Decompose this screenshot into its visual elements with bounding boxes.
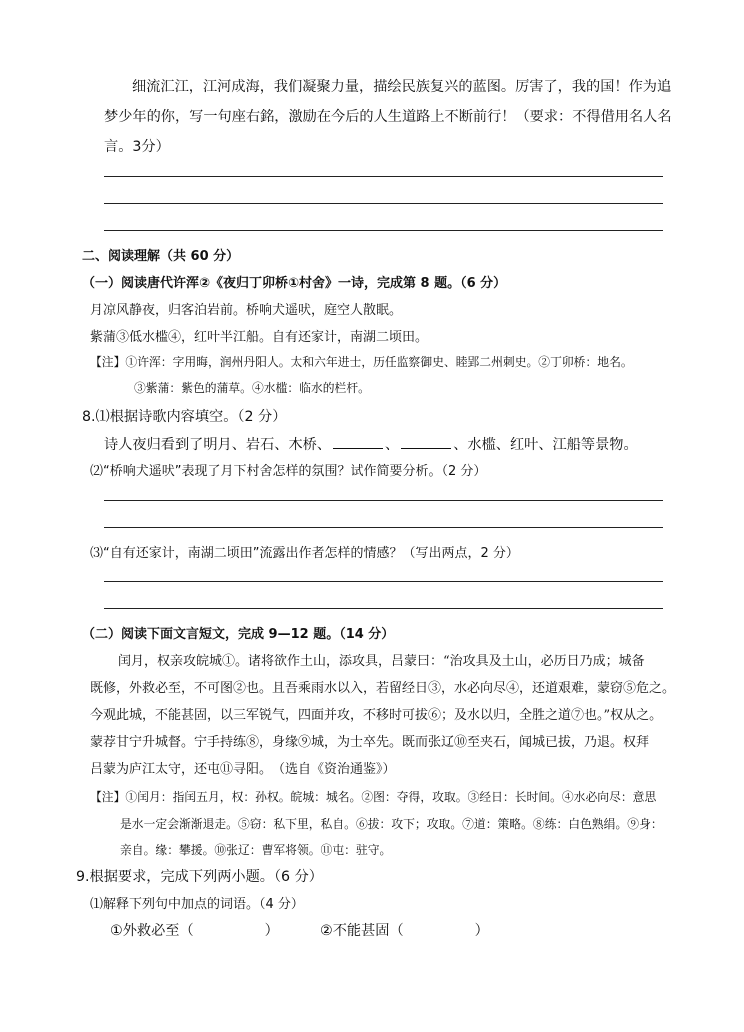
part1-heading: （一）阅读唐代许浑②《夜归丁卯桥①村舍》一诗，完成第 8 题。（6 分） <box>82 276 507 291</box>
answer-line[interactable] <box>104 203 663 204</box>
q9-heading: 9.根据要求，完成下列两小题。（6 分） <box>76 869 323 885</box>
answer-line[interactable] <box>104 608 663 609</box>
q9-item-1: ①外救必至（ ） <box>110 923 279 939</box>
intro-line-1: 细流汇江，江河成海，我们凝聚力量，描绘民族复兴的蓝图。厉害了，我的国！作为追 <box>132 79 672 95</box>
part2-heading: （二）阅读下面文言短文，完成 9—12 题。（14 分） <box>82 627 395 642</box>
intro-line-2: 梦少年的你，写一句座右銘，激励在今后的人生道路上不断前行！（要求：不得借用名人名 <box>104 109 672 125</box>
poem-note: ③紫蒲：紫色的蒲草。④水槛：临水的栏杆。 <box>134 381 370 395</box>
classical-note: 【注】①闰月：指闰五月，权：孙权。皖城：城名。②图：夺得，攻取。③经日：长时间。④水必向尽：意思 <box>90 790 657 804</box>
classical-note: 亲自。缘：攀援。⑩张辽：曹军将领。⑪屯：驻守。 <box>120 843 392 857</box>
poem-line: 月凉风静夜，归客泊岩前。桥响犬遥吠，庭空人散眠。 <box>90 303 403 318</box>
answer-line[interactable] <box>104 176 663 177</box>
answer-line[interactable] <box>104 230 663 231</box>
poem-note: 【注】①许浑：字用晦，润州丹阳人。太和六年进士，历任监察御史、睦郢二州刺史。②丁卯桥：地名。 <box>90 355 633 369</box>
classical-text-line: 吕蒙为庐江太守，还屯⑪寻阳。 （选自《资治通鉴》） <box>90 762 396 777</box>
answer-line[interactable] <box>104 581 663 582</box>
section-heading: 二、阅读理解（共 60 分） <box>82 249 240 264</box>
classical-text-line: 今观此城，不能甚固，以三军锐气，四面并攻，不移时可拔⑥；及水以归，全胜之道⑦也。”权从之。 <box>90 708 663 723</box>
q9-sub1: ⑴解释下列句中加点的词语。（4 分） <box>90 897 304 912</box>
intro-line-3: 言。3分） <box>104 139 170 155</box>
classical-text-line: 既修，外救必至，不可图②也。且吾乘雨水以入，若留经日③，水必向尽④，还道艰难，蒙窃⑤危之。 <box>90 681 676 696</box>
q8-sub2: ⑵“桥响犬遥吠”表现了月下村舍怎样的氛围？试作简要分析。（2 分） <box>90 464 487 479</box>
fill-blank[interactable] <box>333 436 383 449</box>
q8-sub3: ⑶“自有还家计，南湖二顷田”流露出作者怎样的情感？（写出两点，2 分） <box>90 546 519 561</box>
q8-fill-line <box>104 434 638 454</box>
fill-blank[interactable] <box>401 436 451 449</box>
classical-note: 是水一定会渐渐退走。⑤窃：私下里，私自。⑥拔：攻下；攻取。⑦道：策略。⑧练：白色熟绢。⑨身： <box>120 817 663 831</box>
classical-text-line: 闰月，权亲攻皖城①。诸将欲作土山，添攻具，吕蒙曰：“治攻具及土山，必历日乃成；城备 <box>118 654 645 669</box>
classical-text-line: 蒙荐甘宁升城督。宁手持练⑧，身缘⑨城，为士卒先。既而张辽⑩至夹石，闻城已拔，乃退。权拜 <box>90 735 650 750</box>
q8-fill-text-a: 诗人夜归看到了明月、岩石、木桥、 <box>104 437 332 453</box>
answer-line[interactable] <box>104 500 663 501</box>
q8-sub1: 8.⑴根据诗歌内容填空。（2 分） <box>82 409 287 425</box>
poem-line: 紫蒲③低水槛④，红叶半江船。自有还家计，南湖二顷田。 <box>90 330 429 345</box>
q8-fill-text-b: 、水槛、红叶、江船等景物。 <box>453 437 638 453</box>
q9-item-2: ②不能甚固（ ） <box>320 923 489 939</box>
answer-line[interactable] <box>104 527 663 528</box>
q8-fill-sep: 、 <box>385 437 400 453</box>
